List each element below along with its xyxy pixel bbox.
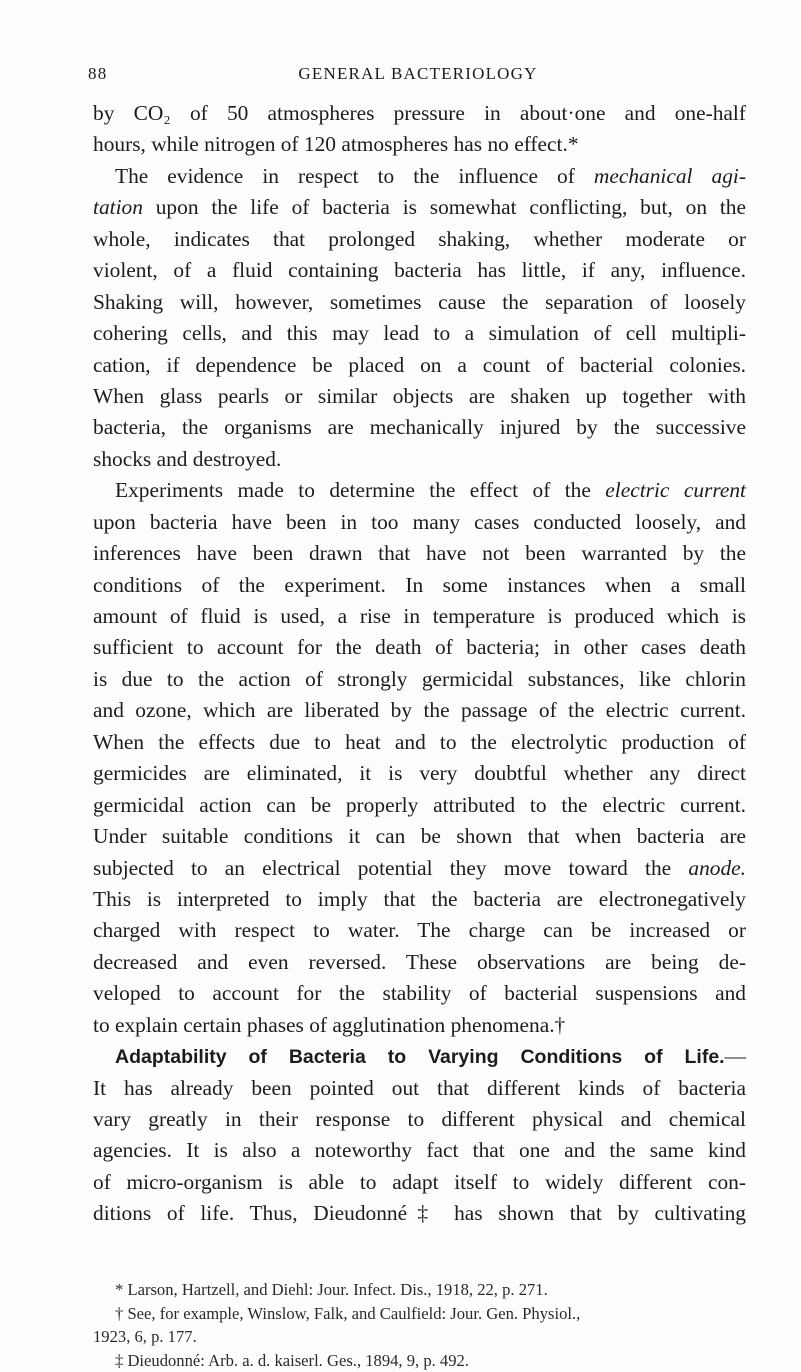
footnote: † See, for example, Winslow, Falk, and Caulfield: Jour. Gen. Physiol.,	[115, 1303, 581, 1323]
italic-term: tation	[93, 195, 143, 220]
text-line: shocks and destroyed.	[93, 446, 282, 471]
section-heading: Adaptability of Bacteria to Varying Conditions of Life.	[115, 1046, 725, 1069]
footnote: ‡ Dieudonné: Arb. a. d. kaiserl. Ges., 1894, 9, p. 492.	[115, 1350, 469, 1370]
text-line: decreased and even reversed. These observations are being de-	[93, 949, 746, 974]
text-line: conditions of the experiment. In some instances when a small	[93, 572, 746, 597]
text-line: tation upon the life of bacteria is somewhat conflicting, but, on the	[93, 195, 746, 220]
text-line: and ozone, which are liberated by the passage of the electric current.	[93, 698, 746, 723]
text-line: Under suitable conditions it can be shown that when bacteria are	[93, 824, 746, 849]
text-line: Experiments made to determine the effect of the electric current	[115, 478, 747, 503]
text-line: agencies. It is also a noteworthy fact that one and the same kind	[93, 1138, 746, 1163]
text-line: sufficient to account for the death of bacteria; in other cases death	[93, 635, 746, 660]
italic-term: electric current	[605, 478, 747, 503]
text-line: violent, of a fluid containing bacteria has little, if any, influence.	[93, 258, 746, 283]
italic-term: mechanical agi-	[593, 163, 746, 188]
text-line: Shaking will, however, sometimes cause the separation of loosely	[93, 289, 746, 314]
text-line: whole, indicates that prolonged shaking, whether moderate or	[93, 226, 746, 251]
text-line: upon bacteria have been in too many cases conducted loosely, and	[93, 509, 746, 534]
text-line: This is interpreted to imply that the bacteria are electronegatively	[93, 886, 746, 911]
running-title: GENERAL BACTERIOLOGY	[298, 64, 538, 83]
italic-term: anode.	[688, 855, 746, 880]
text-line: cohering cells, and this may lead to a simulation of cell multipli-	[93, 321, 746, 346]
page-header	[88, 64, 748, 88]
footnote-continuation: 1923, 6, p. 177.	[93, 1327, 197, 1346]
text-line: When the effects due to heat and to the electrolytic production of	[93, 729, 746, 754]
text-line: to explain certain phases of agglutination phenomena.†	[93, 1012, 566, 1037]
text-line: charged with respect to water. The charge can be increased or	[93, 918, 746, 943]
footnotes	[93, 1278, 746, 1372]
footnote: * Larson, Hartzell, and Diehl: Jour. Infect. Dis., 1918, 22, p. 271.	[115, 1280, 548, 1299]
text-line: The evidence in respect to the influence of mechanical agi-	[115, 163, 746, 188]
text-line: of micro-organism is able to adapt itself to widely different con-	[93, 1169, 746, 1194]
text-line: vary greatly in their response to different physical and chemical	[93, 1107, 746, 1131]
text-line: veloped to account for the stability of bacterial suspensions and	[93, 981, 746, 1006]
text-line: When glass pearls or similar objects are shaken up together with	[93, 383, 746, 408]
text-line: It has already been pointed out that different kinds of bacteria	[93, 1075, 746, 1100]
section-heading-line: Adaptability of Bacteria to Varying Conditions of Life.—	[115, 1044, 746, 1069]
text-line: hours, while nitrogen of 120 atmospheres has no effect.*	[93, 132, 579, 157]
text-line: amount of fluid is used, a rise in temperature is produced which is	[93, 604, 746, 628]
text-line: inferences have been drawn that have not been warranted by the	[93, 541, 746, 566]
text-line: ditions of life. Thus, Dieudonné‡ has shown that by cultivating	[93, 1201, 746, 1226]
page-number: 88	[88, 64, 108, 83]
text-line: bacteria, the organisms are mechanically injured by the successive	[93, 415, 746, 440]
text-line: cation, if dependence be placed on a count of bacterial colonies.	[93, 352, 746, 377]
text-line: is due to the action of strongly germicidal substances, like chlorin	[93, 666, 746, 691]
body-text	[93, 98, 746, 1230]
text-line: germicidal action can be properly attributed to the electric current.	[93, 792, 746, 817]
text-line: germicides are eliminated, it is very doubtful whether any direct	[93, 761, 746, 786]
text-line: subjected to an electrical potential they move toward the anode.	[93, 855, 746, 880]
text-line: by CO₂ of 50 atmospheres pressure in about·one and one-half	[93, 101, 746, 125]
